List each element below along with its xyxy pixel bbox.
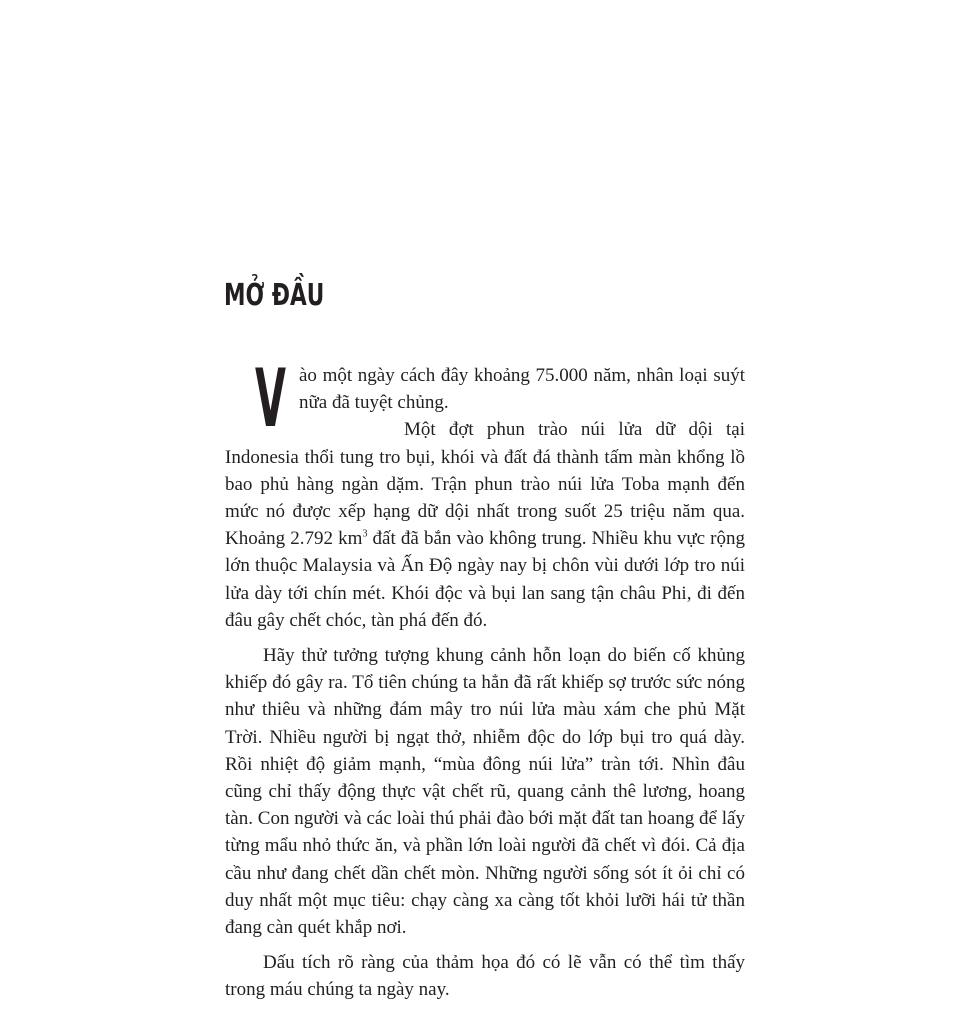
paragraph-2-text-after: đất đã bắn vào không trung. Nhiều khu vực rộng lớn thuộc Malaysia và Ấn Độ ngày nay bị chôn vùi dưới lớp tro núi lửa dày tới chín mét. Khói độc và bụi lan sang tận châu Phi, đi đến đâu gây chết chóc, tàn phá đến đó. [225, 528, 746, 631]
paragraph-1-text: ào một ngày cách đây khoảng 75.000 năm, nhân loại suýt nữa đã tuyệt chủng. [299, 365, 745, 414]
paragraph-1 [225, 352, 745, 445]
paragraph-3 [225, 642, 745, 941]
paragraph-4-text: Dấu tích rõ ràng của thảm họa đó có lẽ vẫn có thể tìm thấy trong máu chúng ta ngày nay. [225, 952, 745, 1001]
chapter-body [225, 352, 746, 1012]
superscript-cubed: 3 [362, 528, 368, 540]
drop-cap-letter: V [255, 352, 286, 445]
paragraph-2-text-before: Một đợt phun trào núi lửa dữ dội tại Indonesia thổi tung tro bụi, khói và đất đá thành tấm màn khổng lồ bao phủ hàng ngàn dặm. Trận phun trào núi lửa Toba mạnh đến mức nó được xếp hạng dữ dội nhất trong suốt 25 triệu năm qua. Khoảng 2.792 km [225, 419, 745, 550]
paragraph-3-text: Hãy thử tưởng tượng khung cảnh hỗn loạn do biến cố khủng khiếp đó gây ra. Tổ tiên chúng ta hẳn đã rất khiếp sợ trước sức nóng như thiêu và những đám mây tro núi lửa màu xám che phủ Mặt Trời. Nhiều người bị ngạt thở, nhiễm độc do lớp bụi tro quá dày. Rồi nhiệt độ giảm mạnh, “mùa đông núi lửa” tràn tới. Nhìn đâu cũng chỉ thấy động thực vật chết rũ, quang cảnh thê lương, hoang tàn. Con người và các loài thú phải đào bới mặt đất tan hoang để lấy từng mẩu nhỏ thức ăn, và phần lớn loài người đã chết vì đói. Cả địa cầu như đang chết dần chết mòn. Những người sống sót ít ỏi chỉ có duy nhất một mục tiêu: chạy càng xa càng tốt khỏi lưỡi hái tử thần đang càn quét khắp nơi. [225, 645, 745, 939]
paragraph-4 [225, 949, 745, 1003]
paragraph-2 [225, 416, 745, 634]
chapter-title: MỞ ĐẦU [224, 278, 325, 313]
